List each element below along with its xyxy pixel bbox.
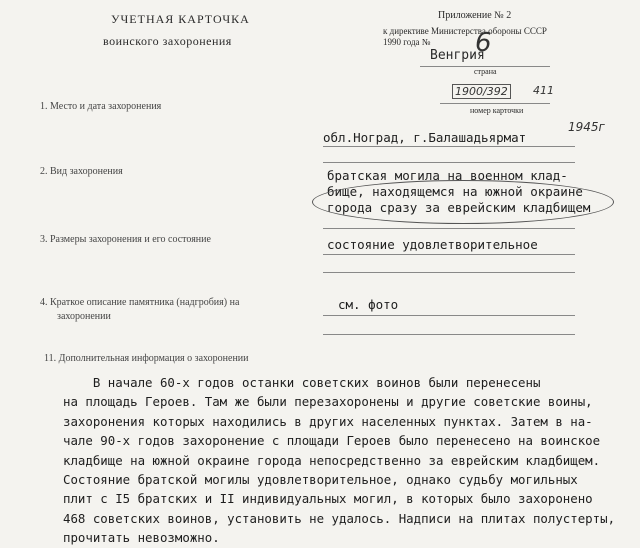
card-number-extra: 411	[533, 84, 554, 97]
field-2-value-line-1: братская могила на военном клад-	[327, 168, 568, 183]
field-4-line-b	[323, 334, 575, 335]
body-line: кладбище на южной окраине города непосредственно за еврейским кладбищем.	[63, 452, 601, 468]
card-number-caption: номер карточки	[470, 106, 524, 115]
field-1-line-a	[323, 146, 575, 147]
card-subtitle: воинского захоронения	[103, 34, 232, 48]
field-1-year: 1945г	[568, 120, 605, 134]
field-3-label: 3. Размеры захоронения и его состояние	[40, 234, 211, 245]
field-4-value: см. фото	[338, 297, 399, 312]
directive-line-1: к директиве Министерства обороны СССР	[383, 26, 547, 36]
field-3-value: состояние удовлетворительное	[327, 237, 538, 252]
additional-info-label: 11. Дополнительная информация о захоронении	[44, 353, 249, 364]
additional-info-body	[63, 373, 623, 548]
field-1-line-b	[323, 162, 575, 163]
country-value: Венгрия	[430, 48, 485, 63]
field-1-label: 1. Место и дата захоронения	[40, 101, 162, 112]
body-line: на площадь Героев. Там же были перезахоронены и другие советские воины,	[63, 394, 593, 410]
directive-line-2: 1990 года №	[383, 37, 431, 47]
field-2-value-line-3: города сразу за еврейским кладбищем	[327, 200, 591, 215]
body-line: чале 90-х годов захоронение с площади Героев было перенесено на воинское	[63, 433, 601, 449]
pen-circle-mark	[312, 180, 614, 224]
appendix-note: Приложение № 2	[438, 10, 512, 21]
country-number: 6	[475, 28, 492, 58]
card-title: УЧЕТНАЯ КАРТОЧКА	[111, 12, 250, 26]
field-1-value: обл.Ноград, г.Балашадьярмат	[323, 130, 527, 145]
field-3-line-b	[323, 272, 575, 273]
field-2-label: 2. Вид захоронения	[40, 166, 123, 177]
body-line: прочитать невозможно.	[63, 530, 220, 546]
card-number-underline	[440, 103, 550, 104]
body-line: 468 советских воинов, установить не удалось. Надписи на плитах полустерты,	[63, 510, 616, 526]
card-number: 1900/392	[452, 84, 511, 99]
body-line: В начале 60-х годов останки советских воинов были перенесены	[63, 375, 541, 390]
body-line: плит с I5 братских и II индивидуальных могил, в которых было захоронено	[63, 491, 593, 507]
body-line: захоронения которых находились в других населенных пунктах. Затем в на-	[63, 413, 593, 429]
field-2-value-line-2: бище, находящемся на южной окраине	[327, 184, 583, 199]
body-line: Состояние братской могилы удовлетворительное, однако судьбу могильных	[63, 472, 578, 488]
field-2-line	[323, 228, 575, 229]
field-4-label-line-1: 4. Краткое описание памятника (надгробия) на	[40, 297, 240, 308]
field-4-label-line-2: захоронении	[57, 311, 111, 322]
field-4-line-a	[323, 315, 575, 316]
field-3-line-a	[323, 254, 575, 255]
country-caption: страна	[474, 67, 497, 76]
